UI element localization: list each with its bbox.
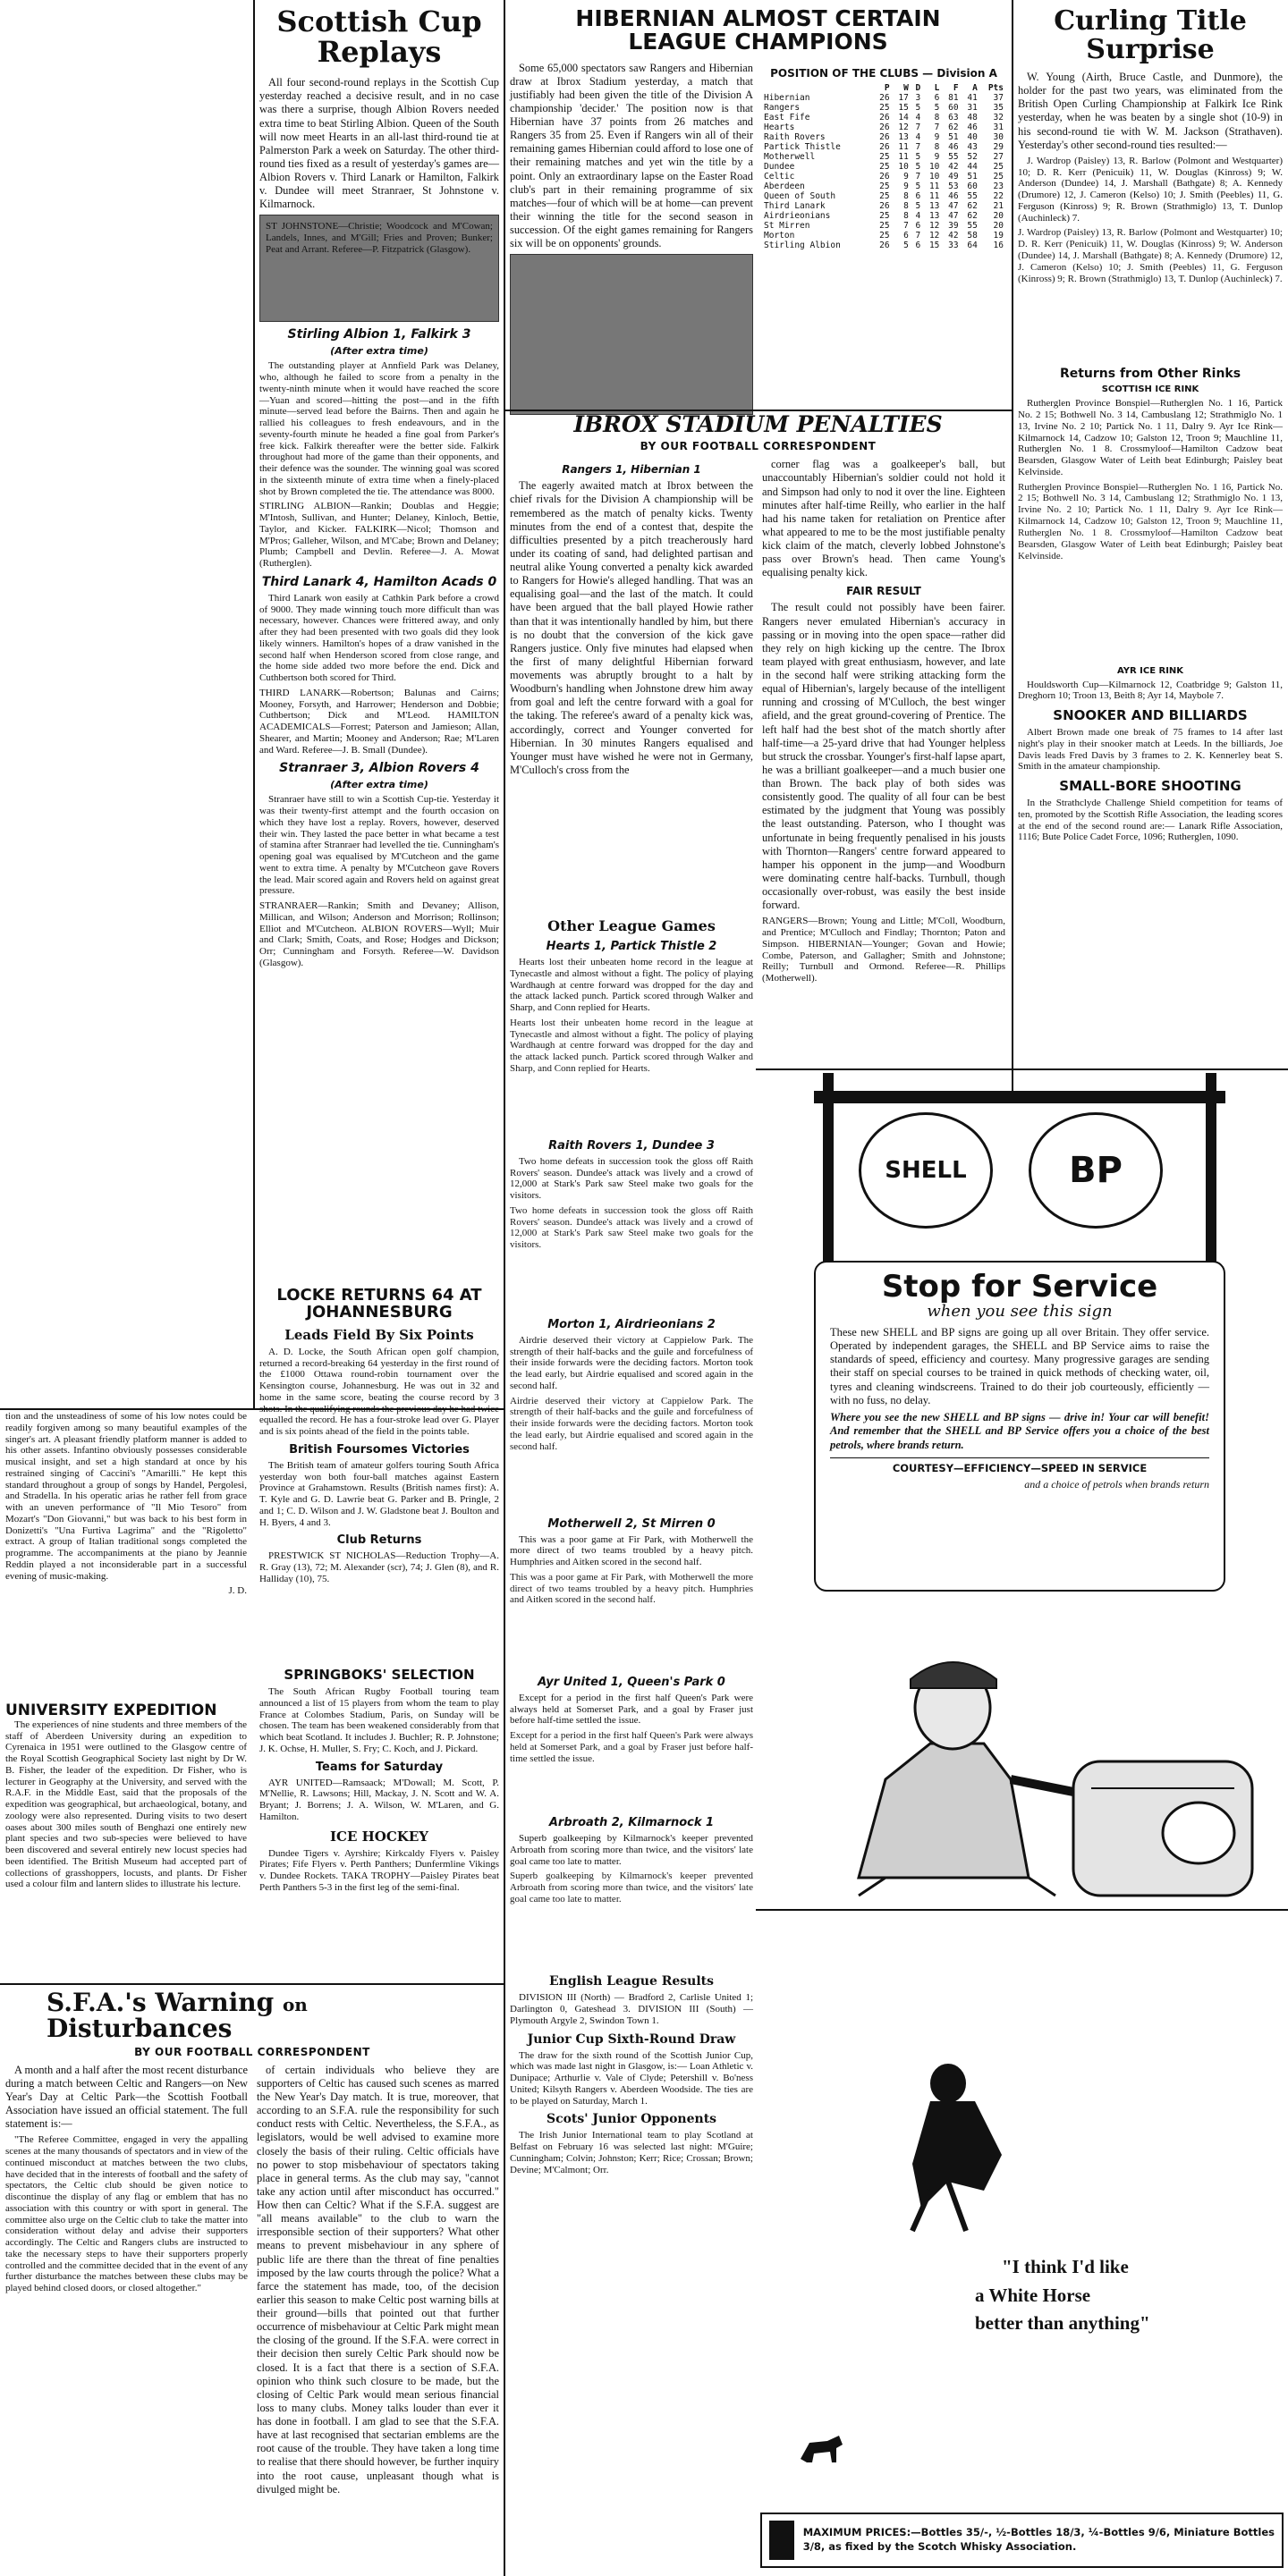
table-cell: 48 xyxy=(967,112,978,122)
snooker-heading: SNOOKER AND BILLIARDS xyxy=(1053,707,1248,723)
locke-subhead: Leads Field By Six Points xyxy=(284,1326,474,1343)
english-results-heading: English League Results xyxy=(548,1974,715,1989)
curling-article xyxy=(1018,7,1283,1098)
small-bore-body: In the Strathclyde Challenge Shield competition for teams of ten, promoted by the Scottish Rifle Association, the leading scores at the end of the second round are:— Lanark Rifle Association, 1116; Bute Police Cadet Force, 1096; Rutherglen, 1090. xyxy=(1018,798,1283,843)
table-cell: 60 xyxy=(948,102,959,113)
morton-body: Airdrie deserved their victory at Cappielow Park. The strength of their half-backs and the guile and forcefulness of their inside forwards were the deciding factors. Morton took the lead early, but Airdrie equalised and scored again in the second half. xyxy=(510,1334,753,1391)
sfa-headline-part3: Disturbances xyxy=(47,2014,233,2044)
ayr-body: Except for a period in the first half Queen's Park were always held at Somerset Park, and a goal by Fraser just before half-time settled the issue. xyxy=(510,1692,753,1727)
sign-bar xyxy=(814,1091,1225,1103)
white-horse-quote xyxy=(975,2253,1261,2338)
table-cell: 7 xyxy=(915,171,921,182)
ice-hockey-heading: ICE HOCKEY xyxy=(330,1828,428,1845)
table-cell: 26 xyxy=(879,200,890,211)
table-cell: 6 xyxy=(915,220,921,231)
table-row xyxy=(762,201,1005,211)
table-cell: 14 xyxy=(898,112,909,122)
table-cell: Rangers xyxy=(764,102,801,113)
table-cell: 30 xyxy=(993,131,1004,142)
table-cell: 37 xyxy=(993,92,1004,103)
table-cell: 63 xyxy=(948,112,959,122)
table-cell: 20 xyxy=(993,210,1004,221)
junior-cup-heading: Junior Cup Sixth-Round Draw xyxy=(527,2031,736,2047)
table-cell: 17 xyxy=(898,92,909,103)
table-cell: 11 xyxy=(898,141,909,152)
table-cell: 62 xyxy=(967,200,978,211)
league-table-header-cell: L xyxy=(934,82,940,93)
stranraer-heading: Stranraer 3, Albion Rovers 4 xyxy=(279,761,479,776)
table-row xyxy=(762,191,1005,201)
scottish-cup-article xyxy=(259,4,499,1281)
table-cell: 4 xyxy=(915,112,921,122)
table-cell: 25 xyxy=(879,151,890,162)
ad-subhead: when you see this sign xyxy=(927,1301,1113,1321)
raith-heading: Raith Rovers 1, Dundee 3 xyxy=(548,1138,715,1153)
table-cell: 31 xyxy=(967,102,978,113)
returns-filler: Rutherglen Province Bonspiel—Rutherglen No. 1 16, Partick No. 2 15; Bothwell No. 3 14, Cambuslang 12; Strathmiglo No. 1 13, Irvine No. 2 10; Partick No. 1 11, Dalry 9. Ayr Ice Rink—Kilmarnock 14, Cadzow 10; Galston 12, Troon 9; Mauchline 11, Rutherglen No. 1 8. Crossmyloof—Hamilton Cadzow beat Bearsden, Glasgow Water of Leith beat Edinburgh; Paisley beat Kelvinside. xyxy=(1018,481,1283,562)
ibrox-col-1 xyxy=(510,458,753,987)
league-table xyxy=(762,83,1005,250)
curling-headline-1: Curling Title xyxy=(1054,5,1247,37)
league-table-header-cell: D xyxy=(915,82,921,93)
table-cell: 47 xyxy=(948,210,959,221)
table-cell: 25 xyxy=(879,210,890,221)
table-cell: 5 xyxy=(915,102,921,113)
table-cell: Morton xyxy=(764,230,795,241)
sfa-col1-text: A month and a half after the most recent disturbance during a match between Celtic and Rangers—on New Year's Day at Celtic Park—the Scottish Football Association have issued an official statement. The full statement is:— xyxy=(5,2063,248,2131)
raith-filler: Two home defeats in succession took the gloss off Raith Rovers' season. Dundee's attack was lively and a crowd of 12,000 at Stark's Park saw Steel make two goals for the visitors. xyxy=(510,1204,753,1251)
table-row xyxy=(762,182,1005,191)
left-fragment-text: tion and the unsteadiness of some of his low notes could be readily forgiven among so many beautiful examples of the singer's art. A pleasant friendly platform manner is added to his other assets. Infantino obviously possesses considerable musical insight, and set a high standard at once by his restrained singing of Caccini's "Amarilli." He kept this standard throughout a group of songs by Handel, Pergolesi, and Stradella. In his operatic arias he rather fell from grace with an uneven performance of "Il Mio Tesoro" from Mozart's "Don Giovanni," but was back to his best form in Donizetti's "Una Furtiva Lagrima" and the "Rigoletto" extract. A group of Italian traditional songs completed the programme. The accompaniments at the piano by Jeannie Reddin played a not inconsiderable part in a successful evening of music-making. xyxy=(5,1411,247,1582)
ibrox-col2b-text: The result could not possibly have been fairer. Rangers never emulated Hibernian's accuracy in passing or in moving into the open space—rather did they rely on high kicking up the centre. The Ibrox team played with great enthusiasm, however, and late in the second half were striking attacking form the equal of Hibernian's, largely because of the intelligent running and crossing of M'Culloch, the best winger afield, and the great ground-covering of Prentice. The left half had the best shot of the match shortly after half-time—a 25-yard drive that had Younger helpless but struck the crossbar. Younger's first-half lapse apart, he was a brilliant goalkeeper—and a much busier one than Brown. The back play of both sides was consistently good. The quality of all four can be best estimated by the judgment that Young was possibly the least outstanding. Paterson, who I thought was unfortunate in being frequently penalised in his jousts with Thornton—Rangers' centre forward appeared to hamper his opponent in the jump—and Woodburn were dominating centre half-backs. Turnbull, though occasionally over-robust, was easily the best inside forward. xyxy=(762,601,1006,912)
table-cell: 51 xyxy=(967,171,978,182)
stranraer-sub: (After extra time) xyxy=(330,779,428,791)
table-cell: 26 xyxy=(879,141,890,152)
table-cell: Hibernian xyxy=(764,92,810,103)
table-cell: 40 xyxy=(967,131,978,142)
ibrox-col2-text: corner flag was a goalkeeper's ball, but unaccountably Hibernian's soldier could not hold it and Simpson had only to nod it over the line. Eighteen minutes after half-time Reilly, who earlier in the half had his name taken for retaliation on Prentice after what appeared to me to be the most justifiable penalty kick claim of the match, cleverly lobbed Johnstone's pass over Brown's head. Then came Young's equalising penalty kick. xyxy=(762,458,1005,579)
table-cell: 25 xyxy=(879,230,890,241)
curling-headline-2: Surprise xyxy=(1086,33,1215,65)
curling-lead: W. Young (Airth, Bruce Castle, and Dunmore), the holder for the past two years, was eliminated from the British Open Curling Championship at Falkirk Ice Rink yesterday, when he was beaten by a single shot (10-9) in his second-round tie with W. M. Jackson (Strathaven). Yesterday's other second-round ties resulted:— xyxy=(1018,71,1283,151)
table-cell: 25 xyxy=(879,102,890,113)
table-cell: 26 xyxy=(879,122,890,132)
table-cell: 62 xyxy=(967,210,978,221)
raith-body: Two home defeats in succession took the gloss off Raith Rovers' season. Dundee's attack was lively and a crowd of 12,000 at Stark's Park saw Steel make two goals for the visitors. xyxy=(510,1155,753,1201)
table-cell: 53 xyxy=(948,181,959,191)
table-cell: 12 xyxy=(928,220,940,231)
table-cell: 10 xyxy=(928,171,940,182)
table-cell: 46 xyxy=(948,141,959,152)
table-cell: 60 xyxy=(967,181,978,191)
hibernian-headline-1: HIBERNIAN ALMOST CERTAIN xyxy=(575,5,941,31)
horse-emblem-icon xyxy=(796,2432,850,2468)
table-row xyxy=(762,211,1005,221)
arbroath-body: Superb goalkeeping by Kilmarnock's keeper prevented Arbroath from scoring more than twice, and the visitors' late goal came too late to matter. xyxy=(510,1833,753,1867)
table-cell: 21 xyxy=(993,200,1004,211)
locke-article xyxy=(259,1288,499,1663)
table-cell: 22 xyxy=(993,190,1004,201)
table-cell: 49 xyxy=(948,171,959,182)
sfa-headline-part1: S.F.A.'s Warning xyxy=(47,1988,275,2017)
scots-junior-body: The Irish Junior International team to play Scotland at Belfast on February 16 was selected last night: M'Guire; Cunningham; Colvin; Johnston; Kerr; Rice; Crossan; Brown; Devine; M'Calmont; Orr. xyxy=(510,2130,753,2175)
table-cell: Aberdeen xyxy=(764,181,805,191)
university-headline: UNIVERSITY EXPEDITION xyxy=(5,1702,217,1719)
blank-page-area xyxy=(0,0,252,1408)
third-lanark-heading: Third Lanark 4, Hamilton Acads 0 xyxy=(261,574,497,589)
table-cell: 16 xyxy=(993,240,1004,250)
table-cell: 8 xyxy=(934,141,940,152)
league-table-header-cell xyxy=(762,83,872,93)
foursomes-body: The British team of amateur golfers touring South Africa yesterday won both four-ball matches against Eastern Province at Grahamstown. Results (British names first): A. T. Kyle and G. D. Lawrie beat G. Parker and B. Pringle, 2 and 1; C. D. Wilson and J. W. Gladstone beat J. Boulton and H. Byers, 4 and 3. xyxy=(259,1459,499,1528)
table-cell: 6 xyxy=(915,190,921,201)
fair-result-heading: FAIR RESULT xyxy=(846,585,921,598)
league-table-header-cell: W xyxy=(903,82,909,93)
ayr-rink-heading: AYR ICE RINK xyxy=(1116,665,1184,676)
table-cell: 25 xyxy=(993,161,1004,172)
table-cell: 26 xyxy=(879,131,890,142)
table-cell: Third Lanark xyxy=(764,200,826,211)
table-cell: 11 xyxy=(898,151,909,162)
table-cell: 7 xyxy=(915,122,921,132)
woman-figure-illustration xyxy=(894,2057,1029,2235)
table-row xyxy=(762,241,1005,250)
hibernian-headline-2: LEAGUE CHAMPIONS xyxy=(628,29,888,55)
table-cell: 64 xyxy=(967,240,978,250)
shell-bp-ad xyxy=(760,1073,1284,1909)
table-cell: 8 xyxy=(934,112,940,122)
table-cell: 47 xyxy=(948,200,959,211)
table-cell: 12 xyxy=(928,230,940,241)
stirling-sub: (After extra time) xyxy=(330,345,428,358)
table-cell: 9 xyxy=(934,151,940,162)
table-cell: 43 xyxy=(967,141,978,152)
league-table-header-cell: Pts xyxy=(987,82,1004,93)
table-cell: 25 xyxy=(879,190,890,201)
table-cell: 81 xyxy=(948,92,959,103)
club-returns-body: PRESTWICK ST NICHOLAS—Reduction Trophy—A. R. Gray (13), 72; M. Alexander (scr), 74; J. Glen (8), and R. Halliday (10), 75. xyxy=(259,1550,499,1584)
table-cell: 4 xyxy=(915,210,921,221)
stranraer-teams: STRANRAER—Rankin; Smith and Devaney; Allison, Millican, and Wilson; Anderson and Morrison; Rollinson; Elliot and M'Cutcheon. ALBION ROVERS—Wyll; Muir and Clark; Smith, Coats, and Rose; Hodges and Dickson; Orr; Cunningham and Forsyth. Referee—W. Davidson (Glasgow). xyxy=(259,900,499,968)
table-row xyxy=(762,103,1005,113)
teams-saturday-heading: Teams for Saturday xyxy=(315,1760,444,1774)
motherwell-body: This was a poor game at Fir Park, with Motherwell the more direct of two teams troubled by a heavy pitch. Humphries and Aitken scored in the second half. xyxy=(510,1533,753,1567)
scottish-cup-headline-1: Scottish Cup xyxy=(276,4,482,38)
arbroath-filler: Superb goalkeeping by Kilmarnock's keeper prevented Arbroath from scoring more than twice, and the visitors' late goal came too late to matter. xyxy=(510,1871,753,1905)
stranraer-body: Stranraer have still to win a Scottish Cup-tie. Yesterday it was their twenty-first attempt and the fourth occasion on which they have lost a replay. Rovers, however, deserved their win. They lasted the pace better in what became a test of stamina after Stranraer had levelled the tie. Cunningham's opening goal was equalised by M'Cutcheon and the game went to extra time. A penalty by M'Cutcheon gave Rovers the lead. Mair scored again and Rovers held on against great pressure. xyxy=(259,794,499,897)
returns-sub: SCOTTISH ICE RINK xyxy=(1101,384,1199,395)
white-horse-badge xyxy=(769,2521,794,2560)
table-cell: 15 xyxy=(898,102,909,113)
section-rule xyxy=(0,1983,504,1985)
table-cell: 41 xyxy=(967,92,978,103)
table-cell: 46 xyxy=(948,190,959,201)
springboks-article xyxy=(259,1661,499,1893)
table-cell: 62 xyxy=(948,122,959,132)
ibrox-col-2 xyxy=(762,458,1005,987)
hearts-heading: Hearts 1, Partick Thistle 2 xyxy=(546,940,717,953)
springboks-heading: SPRINGBOKS' SELECTION xyxy=(284,1667,475,1683)
table-cell: 10 xyxy=(898,161,909,172)
locke-headline-2: JOHANNESBURG xyxy=(306,1302,453,1322)
table-cell: 13 xyxy=(898,131,909,142)
table-cell: 8 xyxy=(903,190,909,201)
table-cell: Motherwell xyxy=(764,151,816,162)
table-cell: 32 xyxy=(993,112,1004,122)
ibrox-byline: BY OUR FOOTBALL CORRESPONDENT xyxy=(640,440,877,453)
third-lanark-body: Third Lanark won easily at Cathkin Park before a crowd of 9000. They made winning touch more difficult than was necessary, however. Chances were frittered away, and only after they had been presented with two goals did they look likely winners. Hamilton's hopes of a draw vanished in the second half when Henderson scored from close range, and the home side added two more before the end. Dick and Cuthbertson both scored for Third. xyxy=(259,592,499,684)
table-cell: 8 xyxy=(903,210,909,221)
motherwell-heading: Motherwell 2, St Mirren 0 xyxy=(547,1516,716,1531)
table-cell: Raith Rovers xyxy=(764,131,826,142)
table-cell: 12 xyxy=(898,122,909,132)
sfa-byline: BY OUR FOOTBALL CORRESPONDENT xyxy=(134,2045,370,2058)
scottish-cup-headline-2: Replays xyxy=(317,34,442,69)
teams-saturday-body: AYR UNITED—Ramsaack; M'Dowall; M. Scott, P. M'Nellie, R. Lawsons; Hill, Mackay, J. N. Scott and W. A. Bryant; J. Borrens; J. A. Wilson, W. M'Laren, and G. Hamilton. xyxy=(259,1777,499,1822)
table-cell: 25 xyxy=(879,220,890,231)
table-cell: 13 xyxy=(928,200,940,211)
ad-emphasis: Where you see the new SHELL and BP signs — drive in! Your car will benefit! And remember that the SHELL and BP Service offers you a choice of the best petrols, where brands return. xyxy=(830,1411,1209,1451)
ice-hockey-body: Dundee Tigers v. Ayrshire; Kirkcaldy Flyers v. Paisley Pirates; Fife Flyers v. Perth Panthers; Dunfermline Vikings v. Dundee Rockets. TAKA TROPHY—Paisley Pirates beat Perth Panthers 5-3 in the first leg of the semi-final. xyxy=(259,1847,499,1893)
ibrox-col1-text: The eagerly awaited match at Ibrox between the chief rivals for the Division A championship will be remembered as the match of penalty kicks. Twenty minutes from the end of a contest that, despite the difficulties presented by a pitch treacherously hard under its coating of sand, had delighted partisan and neutral alike Young converted a penalty kick awarded to Rangers for Howie's alleged handling. That was an equalising goal—and the last of the match. It could have been argued that the ball played Howie rather than that it was intentionally handled by him, but there is no doubt that the conversion of the kick gave Rangers justice. Only five minutes had elapsed when the first of many delightful Hibernian forward movements was abruptly brought to a halt by Woodburn's handling when Johnstone drew him away from goal and left the centre forward with a goal for the taking. The referee's award of a penalty kick was, accordingly, correct and Younger converted for Hibernian. In 30 minutes Rangers equalised and Younger must have wished he were not in Germany, M'Culloch's cross from the xyxy=(510,479,753,776)
table-cell: 9 xyxy=(934,131,940,142)
table-cell: Hearts xyxy=(764,122,795,132)
table-cell: 23 xyxy=(993,181,1004,191)
hearts-body: Hearts lost their unbeaten home record in the league at Tynecastle and almost without a fight. The policy of playing Wardhaugh at centre forward was dropped for the day and the attack lacked punch. Partick scored through Walker and Sharp, and Conn replied for Hearts. xyxy=(510,957,753,1013)
table-cell: Stirling Albion xyxy=(764,240,841,250)
table-cell: 13 xyxy=(928,210,940,221)
sfa-headline xyxy=(47,1989,499,2042)
table-cell: 52 xyxy=(967,151,978,162)
table-cell: 33 xyxy=(948,240,959,250)
attendant-illustration xyxy=(805,1609,1252,1896)
table-cell: 11 xyxy=(928,181,940,191)
sfa-col-2 xyxy=(257,2064,499,2500)
table-cell: 7 xyxy=(915,141,921,152)
league-table-header-cell: P xyxy=(884,82,890,93)
table-cell: 39 xyxy=(948,220,959,231)
junior-cup-body: The draw for the sixth round of the Scottish Junior Cup, which was made last night in Glasgow, is:— Loan Athletic v. Dunipace; Arthurlie v. Vale of Clyde; Petershill v. Bo'ness United; Kilsyth Rangers v. Aberdeen Woodside. The ties are to be played on Saturday, March 1. xyxy=(510,2049,753,2107)
table-cell: 5 xyxy=(934,102,940,113)
table-cell: 4 xyxy=(915,131,921,142)
left-fragment-article xyxy=(5,1411,247,1706)
table-row xyxy=(762,231,1005,241)
table-cell: 25 xyxy=(879,181,890,191)
ibrox-teams: RANGERS—Brown; Young and Little; M'Coll, Woodburn, and Prentice; M'Culloch and Findlay; Thornton; Paton and Simpson. HIBERNIAN—Younger; Govan and Howie; Combe, Paterson, and Gallagher; Smith and Johnstone; Reilly; Turnbull and Ormond. Referee—R. Phillips (Motherwell). xyxy=(762,916,1005,984)
table-cell: 7 xyxy=(915,230,921,241)
table-cell: 46 xyxy=(967,122,978,132)
table-cell: 35 xyxy=(993,102,1004,113)
section-rule xyxy=(756,1909,1288,1911)
university-body: The experiences of nine students and three members of the staff of Aberdeen University during an expedition to Cyrenaica in 1951 were outlined to the Glasgow centre of the Royal Scottish Geographical Society last night by Dr W. B. Fisher, the leader of the expedition. Dr Fisher, who is lecturer in Geography at the University, and served with the R.A.F. in the Middle East, said that the proposals of the expedition was geographical, but archaeological, botany, and zoology were also represented. During visits to two desert oases about 300 miles south of Benghazi one entirely new plant species and two sub-species were believed to have been discovered and several entirely new locust species had been identified. The British Museum had accepted part of collections of grasshoppers, locusts, and plants. Dr Fisher used a colour film and lantern slides to illustrate his lecture. xyxy=(5,1719,247,1890)
stirling-body: The outstanding player at Annfield Park was Delaney, who, although he failed to score from a penalty in the twenty-ninth minute when it would have reached the score—Yuan and scored—hitting the post—and in the fifth minute—served lead before the Bairns. Then and again he rallied his colleagues to fresh endeavours, and in the seventy-fourth minute he headed a fine goal from Parker's free kick. Falkirk thereafter were the better side. Falkirk throughout had more of the game than their opponents, and their defence was the sounder. The winning goal was scored in the sixteenth minute of extra time when a finely-placed shot by Brown completed the tie. The attendance was 8000. xyxy=(259,360,499,497)
foursomes-heading: British Foursomes Victories xyxy=(289,1442,470,1457)
hibernian-article xyxy=(510,7,1006,414)
ayr-heading: Ayr United 1, Queen's Park 0 xyxy=(538,1675,725,1689)
section-rule xyxy=(756,1068,1288,1070)
table-cell: 26 xyxy=(879,240,890,250)
table-row xyxy=(762,93,1005,103)
table-cell: 19 xyxy=(993,230,1004,241)
table-cell: 29 xyxy=(993,141,1004,152)
table-row xyxy=(762,162,1005,172)
white-horse-ad xyxy=(760,1913,1284,2573)
other-league-heading: Other League Games xyxy=(547,917,716,934)
service-box xyxy=(814,1261,1225,1592)
left-fragment-initials: J. D. xyxy=(228,1585,247,1597)
table-cell: 55 xyxy=(967,220,978,231)
table-cell: 55 xyxy=(948,151,959,162)
arbroath-heading: Arbroath 2, Kilmarnock 1 xyxy=(548,1816,715,1829)
table-cell: 6 xyxy=(915,240,921,250)
league-table-header-cell: F xyxy=(953,82,959,93)
scots-junior-heading: Scots' Junior Opponents xyxy=(546,2112,717,2127)
table-row xyxy=(762,172,1005,182)
scottish-cup-shaded-box xyxy=(259,215,499,322)
other-league-article xyxy=(510,912,753,2575)
returns-body: Rutherglen Province Bonspiel—Rutherglen No. 1 16, Partick No. 2 15; Bothwell No. 3 14, Cambuslang 12; Strathmiglo No. 1 13, Irvine No. 2 10; Partick No. 1 11, Dalry 9. Ayr Ice Rink—Kilmarnock 14, Cadzow 10; Galston 12, Troon 9; Mauchline 11, Rutherglen No. 1 8. Crossmyloof—Hamilton Cadzow beat Bearsden, Glasgow Water of Leith beat Edinburgh; Paisley beat Kelvinside. xyxy=(1018,398,1283,477)
bp-logo xyxy=(1029,1112,1163,1229)
ayr-filler: Except for a period in the first half Queen's Park were always held at Somerset Park, and a goal by Fraser just before half-time settled the issue. xyxy=(510,1730,753,1764)
table-cell: 58 xyxy=(967,230,978,241)
table-cell: 7 xyxy=(934,122,940,132)
returns-heading: Returns from Other Rinks xyxy=(1059,367,1241,382)
table-cell: Queen of South xyxy=(764,190,836,201)
table-cell: 55 xyxy=(967,190,978,201)
shell-logo xyxy=(859,1112,993,1229)
table-cell: 44 xyxy=(967,161,978,172)
hibernian-columns xyxy=(510,62,1006,416)
sfa-col1-quote: "The Referee Committee, engaged in very the appalling scenes at the many thousands of spectators and in view of the continued misconduct at matches between the two clubs, have decided that in the interests of football and the safety of spectators, the Celtic club should be given notice to discontinue the display of any flag or emblem that has no association with this country or with sport in general. The committee also urge on the Celtic club to take the matter into consideration without delay and advise their supporters accordingly. The Celtic and Rangers clubs are instructed to take the necessary steps to have their supporters properly controlled and the committee decided that in the event of any further disturbance the matches between these clubs may be played behind closed doors, or closed altogether." xyxy=(5,2134,248,2294)
ibrox-columns xyxy=(510,458,1006,987)
table-cell: 6 xyxy=(934,92,940,103)
league-table-header-cell: A xyxy=(972,82,978,93)
motherwell-filler: This was a poor game at Fir Park, with Motherwell the more direct of two teams troubled by a heavy pitch. Humphries and Aitken scored in the second half. xyxy=(510,1571,753,1606)
league-table-header xyxy=(762,83,1005,93)
table-cell: Dundee xyxy=(764,161,795,172)
sfa-columns xyxy=(5,2064,499,2500)
table-cell: 25 xyxy=(879,161,890,172)
hibernian-col-2 xyxy=(762,62,1005,416)
table-cell: Partick Thistle xyxy=(764,141,841,152)
table-cell: 27 xyxy=(993,151,1004,162)
sfa-col2-text: of certain individuals who believe they are supporters of Celtic has caused such scenes as marred the New Year's Day match. It is true, moreover, that according to an S.F.A. rule the responsibility for such conduct rests with Celtic. Nevertheless, the S.F.A., as legislators, would be well advised to examine more closely the basis of their ruling. Celtic officials have no power to stop misbehaviour of spectators taking place in general terms. As the club may say, "cannot take any action until after misconduct has occurred." How then can Celtic? What if the S.F.A. suggest are "all means available" to the club to warn the irresponsible section of their supporters? What other means to prevent misbehaviour in any sphere of public life are there than the threat of fine penalties imposed by the law courts through the police? What a farce the statement has made, too, of the decision earlier this season to make Celtic post warning bills at their ground—bills that pointed out that further occurrence of misbehaviour at Celtic Park might mean the closing of the ground. If the S.F.A. were correct in their decision then surely Celtic Park should now be closed. It is a fact that there is a section of S.F.A. opinion who think such closure to be made, but the closing of Celtic Park would mean serious financial loss to many clubs. Money talks louder than ever it has done in football. I am glad to see that the S.F.A. have at last recognised that sectarian emblems are the root cause of the trouble. They have taken a long time to realise that there should however, be further inquiry into the root cause, unpleasant though what is divulged might be. xyxy=(257,2063,499,2496)
table-cell: 25 xyxy=(993,171,1004,182)
snooker-body: Albert Brown made one break of 75 frames to 14 after last night's play in their snooker match at Leeds. In the billiards, Joe Davis leads Fred Davis by 3 frames to 2. K. Kennerley beat S. Smith in the amateur championship. xyxy=(1018,727,1283,773)
table-cell: 51 xyxy=(948,131,959,142)
table-cell: Airdrieonians xyxy=(764,210,831,221)
table-cell: Celtic xyxy=(764,171,795,182)
third-lanark-teams: THIRD LANARK—Robertson; Balunas and Cairns; Mooney, Forsyth, and Harrower; Henderson and Dobbie; Cuthbertson; Dick and M'Leod. HAMILTON ACADEMICALS—Forrest; Paterson and Jamieson; Allan, Shearer, and Martin; Mooney and Anderson; Rae; M'Laren and Ward. Referee—J. B. Small (Dundee). xyxy=(259,687,499,756)
table-cell: 9 xyxy=(903,181,909,191)
ibrox-headline: IBROX STADIUM PENALTIES xyxy=(573,411,943,437)
table-row xyxy=(762,132,1005,142)
table-cell: 5 xyxy=(915,200,921,211)
bp-logo-text: BP xyxy=(1069,1150,1123,1191)
table-cell: 5 xyxy=(915,151,921,162)
quote-line-3: better than anything" xyxy=(975,2312,1150,2334)
springboks-body: The South African Rugby Football touring team announced a list of 15 players from whom the team to play France at Colombes Stadium, Paris, on Sunday will be chosen. The team has been weakened considerably from that which beat Scotland. It includes J. Buchler; R. P. Johnstone; J. K. Ochse, H. Muller, S. Fry; C. Koch, and J. Pickard. xyxy=(259,1686,499,1754)
ibrox-score-line: Rangers 1, Hibernian 1 xyxy=(562,463,701,477)
hibernian-lead: Some 65,000 spectators saw Rangers and Hibernian draw at Ibrox Stadium yesterday, a match that justifiably had been given the title of the Division A championship 'decider.' The position now is that Hibernian have 37 points from 26 matches and Rangers 35 from 25. Even if Rangers win all of their remaining games Hibernian could afford to lose one of their remaining matches and yet win the title by a point. Only an extraordinary lapse on the Easter Road club's part in their remaining programme of six matches—four of which will be at home—can prevent their winning the title for the second season in succession. Of the eight games remaining for Rangers six will be on opponents' grounds. xyxy=(510,61,753,250)
league-table-title: POSITION OF THE CLUBS — Division A xyxy=(770,66,997,80)
table-cell: 11 xyxy=(928,190,940,201)
english-results-body: DIVISION III (North) — Bradford 2, Carlisle United 1; Darlington 0, Gateshead 3. DIVISION III (South) — Plymouth Argyle 2, Swindon Town 1. xyxy=(510,1992,753,2026)
locke-headline-1: LOCKE RETURNS 64 AT xyxy=(276,1286,482,1305)
ad-body: These new SHELL and BP signs are going up all over Britain. They offer service. Operated by independent garages, the SHELL and BP Service aims to raise the standards of speed, efficiency and courtesy. Many progressive garages are sending their staff on special courses to be trained in quick methods of checking water, oil, tyres and cleaning windscreens. Trained to do their job courteously, efficiently — with no fuss, no delay. xyxy=(830,1325,1209,1406)
hibernian-col-1 xyxy=(510,62,753,416)
curling-results: J. Wardrop (Paisley) 13, R. Barlow (Polmont and Westquarter) 10; D. R. Kerr (Penicuik) 11, W. Douglas (Kinross) 9; W. Anderson (Dundee) 14, J. Marshall (Bathgate) 8; A. Kennedy (Drumore) 12, J. Cameron (Kelso) 10; J. Smith (Peebles) 11, G. Ferguson (Kinross) 9; R. Brown (Strathmiglo) 13, T. Dunlop (Auchinleck) 7. xyxy=(1018,155,1283,224)
table-cell: 5 xyxy=(903,240,909,250)
ad-tagline-2: and a choice of petrols when brands return xyxy=(1024,1477,1209,1491)
table-cell: 3 xyxy=(915,92,921,103)
ayr-rink-body: Houldsworth Cup—Kilmarnock 12, Coatbridge 9; Galston 11, Dreghorn 10; Troon 13, Beith 8; Ayr 14, Maybole 7. xyxy=(1018,679,1283,702)
column-rule xyxy=(253,0,255,1408)
white-horse-footer: MAXIMUM PRICES:—Bottles 35/-, ½-Bottles 18/3, ¼-Bottles 9/6, Miniature Bottles 3/8, as fixed by the Scotch Whisky Association. xyxy=(802,2526,1275,2553)
table-cell: East Fife xyxy=(764,112,810,122)
table-cell: 6 xyxy=(903,230,909,241)
quote-line-1: "I think I'd like xyxy=(1002,2256,1129,2277)
table-cell: 5 xyxy=(915,181,921,191)
table-row xyxy=(762,152,1005,162)
white-horse-price-box xyxy=(760,2513,1284,2568)
club-returns-heading: Club Returns xyxy=(336,1533,422,1548)
table-cell: 7 xyxy=(903,220,909,231)
ad-tagline: COURTESY—EFFICIENCY—SPEED IN SERVICE xyxy=(830,1457,1209,1474)
scottish-cup-lead: All four second-round replays in the Scottish Cup yesterday reached a decisive result, and in no case was there a surprise, though Albion Rovers needed extra time to beat Stirling Albion. Queen of the South will now meet Hearts in an all-last third-round tie at Palmerston Park a week on Saturday. The other third-round ties fixed as a result of yesterday's games are—Albion Rovers v. Third Lanark or Hamilton, Falkirk v. Dundee will meet Stranraer, St Johnstone v. Kilmarnock. xyxy=(259,76,499,211)
table-cell: 26 xyxy=(879,171,890,182)
table-cell: 10 xyxy=(928,161,940,172)
sfa-headline-part2: on xyxy=(282,1994,308,2015)
curling-results-filler: J. Wardrop (Paisley) 13, R. Barlow (Polmont and Westquarter) 10; D. R. Kerr (Penicuik) 11, W. Douglas (Kinross) 9; W. Anderson (Dundee) 14, J. Marshall (Bathgate) 8; A. Kennedy (Drumore) 12, J. Cameron (Kelso) 10; J. Smith (Peebles) 11, G. Ferguson (Kinross) 9; R. Brown (Strathmiglo) 13, T. Dunlop (Auchinleck) 7. xyxy=(1018,227,1283,284)
table-cell: 42 xyxy=(948,161,959,172)
table-cell: 9 xyxy=(903,171,909,182)
small-bore-heading: SMALL-BORE SHOOTING xyxy=(1059,778,1241,794)
hearts-filler: Hearts lost their unbeaten home record in the league at Tynecastle and almost without a fight. The policy of playing Wardhaugh at centre forward was dropped for the day and the attack lacked punch. Partick scored through Walker and Sharp, and Conn replied for Hearts. xyxy=(510,1017,753,1075)
table-cell: 42 xyxy=(948,230,959,241)
table-cell: 5 xyxy=(915,161,921,172)
shell-logo-text: SHELL xyxy=(885,1157,967,1184)
stirling-heading: Stirling Albion 1, Falkirk 3 xyxy=(287,327,471,342)
morton-filler: Airdrie deserved their victory at Cappielow Park. The strength of their half-backs and the guile and forcefulness of their inside forwards were the deciding factors. Morton took the lead early, but Airdrie equalised and scored again in the second half. xyxy=(510,1395,753,1452)
table-cell: 8 xyxy=(903,200,909,211)
table-row xyxy=(762,142,1005,152)
table-row xyxy=(762,221,1005,231)
table-row xyxy=(762,113,1005,122)
ad-headline: Stop for Service xyxy=(881,1269,1158,1305)
university-article xyxy=(5,1703,247,1972)
table-cell: 31 xyxy=(993,122,1004,132)
sfa-col-1 xyxy=(5,2064,248,2500)
table-cell: 15 xyxy=(928,240,940,250)
column-rule xyxy=(504,0,505,2576)
stirling-teams: STIRLING ALBION—Rankin; Doublas and Heggie; M'Intosh, Sullivan, and Hunter; Delaney, Kinloch, Bettie, Taylor, and Kicker. FALKIRK—Nicol; Thomson and M'Pros; Galleher, Wilson, and M'Cabe; Brown and Delaney; Plumb; Campbell and Devlin. Referee—J. A. Mowat (Rutherglen). xyxy=(259,501,499,570)
table-cell: 20 xyxy=(993,220,1004,231)
table-cell: 26 xyxy=(879,112,890,122)
column-rule xyxy=(1012,0,1013,1100)
table-cell: St Mirren xyxy=(764,220,810,231)
quote-line-2: a White Horse xyxy=(975,2284,1091,2306)
table-cell: 26 xyxy=(879,92,890,103)
league-table-body xyxy=(762,93,1005,250)
sfa-article xyxy=(5,1989,499,2571)
table-row xyxy=(762,122,1005,132)
morton-heading: Morton 1, Airdrieonians 2 xyxy=(547,1317,716,1331)
locke-body: A. D. Locke, the South African open golf champion, returned a record-breaking 64 yesterday in the first round of the £1000 Ottawa round-robin tournament over the Kensington course, Johannesburg. He was out in 32 and home in the same score, beating the course record by 3 shots. In the qualifying rounds the previous day he had twice equalled the record. He has a four-stroke lead over G. Player and is six points ahead of the field in the points table. xyxy=(259,1346,499,1438)
hibernian-shaded-box xyxy=(510,254,753,415)
st-johnstone-teams: ST JOHNSTONE—Christie; Woodcock and M'Cowan; Landels, Innes, and M'Gill; Fries and Proven; Bunker; Peat and Arrant. Referee—P. Fitzpatrick (Glasgow). xyxy=(266,221,493,256)
